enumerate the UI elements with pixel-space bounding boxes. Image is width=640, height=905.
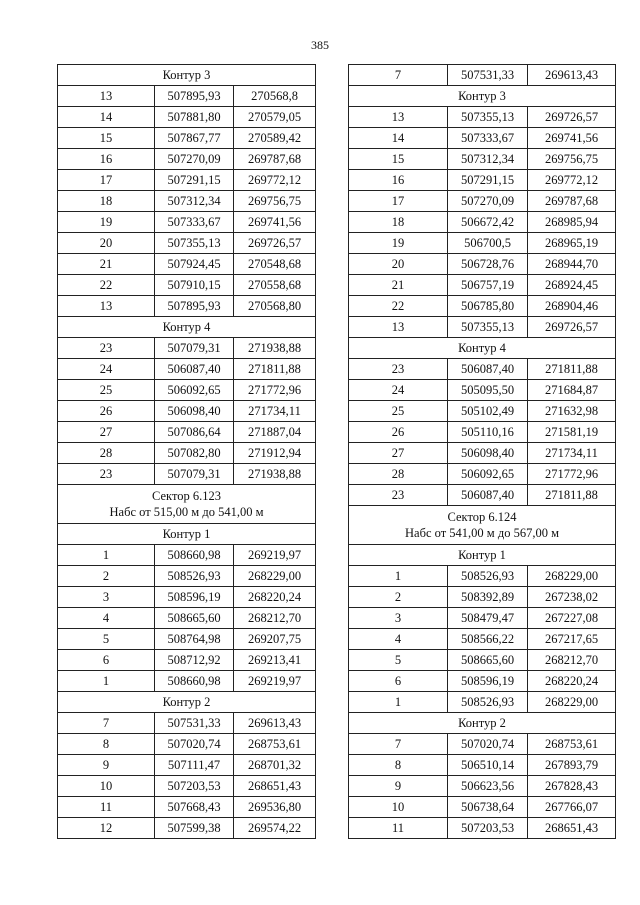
y-coordinate: 269219,97	[234, 545, 316, 566]
y-coordinate: 269787,68	[528, 191, 616, 212]
point-number: 10	[58, 776, 155, 797]
table-row	[349, 776, 616, 797]
x-coordinate: 506757,19	[448, 275, 528, 296]
table-row	[58, 671, 316, 692]
x-coordinate: 507079,31	[155, 338, 234, 359]
table-row	[349, 464, 616, 485]
sector-height-range: Набс от 515,00 м до 541,00 м	[109, 505, 264, 519]
table-row	[349, 650, 616, 671]
point-number: 21	[349, 275, 448, 296]
y-coordinate: 271811,88	[528, 359, 616, 380]
table-row	[349, 170, 616, 191]
x-coordinate: 508660,98	[155, 545, 234, 566]
point-number: 21	[58, 254, 155, 275]
x-coordinate: 507668,43	[155, 797, 234, 818]
y-coordinate: 271734,11	[234, 401, 316, 422]
contour-header-row	[58, 524, 316, 545]
y-coordinate: 270579,05	[234, 107, 316, 128]
point-number: 1	[349, 692, 448, 713]
x-coordinate: 505102,49	[448, 401, 528, 422]
y-coordinate: 268924,45	[528, 275, 616, 296]
contour-header-row	[349, 338, 616, 359]
table-row	[58, 170, 316, 191]
y-coordinate: 268229,00	[234, 566, 316, 587]
y-coordinate: 269772,12	[528, 170, 616, 191]
contour-title: Контур 4	[58, 317, 316, 338]
point-number: 7	[349, 65, 448, 86]
x-coordinate: 507881,80	[155, 107, 234, 128]
x-coordinate: 507203,53	[448, 818, 528, 839]
y-coordinate: 271938,88	[234, 338, 316, 359]
point-number: 27	[58, 422, 155, 443]
x-coordinate: 507020,74	[448, 734, 528, 755]
point-number: 24	[58, 359, 155, 380]
x-coordinate: 507895,93	[155, 296, 234, 317]
table-row	[58, 608, 316, 629]
y-coordinate: 269613,43	[234, 713, 316, 734]
point-number: 8	[58, 734, 155, 755]
table-row	[349, 818, 616, 839]
contour-header-row	[349, 86, 616, 107]
x-coordinate: 506623,56	[448, 776, 528, 797]
y-coordinate: 269213,41	[234, 650, 316, 671]
x-coordinate: 507924,45	[155, 254, 234, 275]
table-row	[349, 149, 616, 170]
y-coordinate: 268229,00	[528, 692, 616, 713]
point-number: 19	[58, 212, 155, 233]
point-number: 23	[349, 485, 448, 506]
y-coordinate: 271581,19	[528, 422, 616, 443]
y-coordinate: 268229,00	[528, 566, 616, 587]
point-number: 20	[58, 233, 155, 254]
x-coordinate: 507910,15	[155, 275, 234, 296]
table-row	[58, 107, 316, 128]
contour-title: Контур 1	[58, 524, 316, 545]
y-coordinate: 268651,43	[528, 818, 616, 839]
y-coordinate: 269613,43	[528, 65, 616, 86]
y-coordinate: 268212,70	[528, 650, 616, 671]
point-number: 3	[58, 587, 155, 608]
x-coordinate: 508526,93	[448, 692, 528, 713]
contour-title: Контур 3	[349, 86, 616, 107]
x-coordinate: 506728,76	[448, 254, 528, 275]
point-number: 13	[349, 317, 448, 338]
y-coordinate: 271632,98	[528, 401, 616, 422]
x-coordinate: 506672,42	[448, 212, 528, 233]
point-number: 13	[349, 107, 448, 128]
x-coordinate: 508764,98	[155, 629, 234, 650]
y-coordinate: 269574,22	[234, 818, 316, 839]
contour-header-row	[58, 692, 316, 713]
x-coordinate: 507291,15	[155, 170, 234, 191]
table-row	[349, 422, 616, 443]
table-row	[58, 566, 316, 587]
contour-header-row	[349, 545, 616, 566]
table-row	[349, 107, 616, 128]
x-coordinate: 507020,74	[155, 734, 234, 755]
table-row	[349, 359, 616, 380]
contour-header-row	[349, 713, 616, 734]
sector-header-row	[349, 506, 616, 545]
y-coordinate: 269741,56	[528, 128, 616, 149]
point-number: 23	[58, 464, 155, 485]
y-coordinate: 271887,04	[234, 422, 316, 443]
point-number: 17	[349, 191, 448, 212]
x-coordinate: 508566,22	[448, 629, 528, 650]
point-number: 5	[58, 629, 155, 650]
table-row	[58, 464, 316, 485]
y-coordinate: 268701,32	[234, 755, 316, 776]
y-coordinate: 269207,75	[234, 629, 316, 650]
point-number: 18	[58, 191, 155, 212]
point-number: 14	[58, 107, 155, 128]
point-number: 9	[58, 755, 155, 776]
x-coordinate: 507270,09	[155, 149, 234, 170]
table-row	[58, 797, 316, 818]
table-row	[349, 443, 616, 464]
point-number: 15	[58, 128, 155, 149]
point-number: 26	[349, 422, 448, 443]
y-coordinate: 271938,88	[234, 464, 316, 485]
point-number: 25	[58, 380, 155, 401]
contour-header-row	[58, 65, 316, 86]
y-coordinate: 268651,43	[234, 776, 316, 797]
table-row	[349, 275, 616, 296]
x-coordinate: 506087,40	[448, 485, 528, 506]
point-number: 10	[349, 797, 448, 818]
table-row	[58, 86, 316, 107]
table-row	[58, 275, 316, 296]
contour-title: Контур 2	[58, 692, 316, 713]
table-row	[58, 338, 316, 359]
x-coordinate: 508392,89	[448, 587, 528, 608]
point-number: 19	[349, 233, 448, 254]
contour-header-row	[58, 317, 316, 338]
x-coordinate: 508596,19	[448, 671, 528, 692]
x-coordinate: 507079,31	[155, 464, 234, 485]
table-row	[349, 755, 616, 776]
y-coordinate: 270568,80	[234, 296, 316, 317]
x-coordinate: 507599,38	[155, 818, 234, 839]
y-coordinate: 268753,61	[528, 734, 616, 755]
x-coordinate: 508596,19	[155, 587, 234, 608]
x-coordinate: 507333,67	[155, 212, 234, 233]
y-coordinate: 267238,02	[528, 587, 616, 608]
x-coordinate: 507086,64	[155, 422, 234, 443]
point-number: 24	[349, 380, 448, 401]
point-number: 17	[58, 170, 155, 191]
x-coordinate: 506785,80	[448, 296, 528, 317]
contour-title: Контур 2	[349, 713, 616, 734]
y-coordinate: 267893,79	[528, 755, 616, 776]
y-coordinate: 270589,42	[234, 128, 316, 149]
table-row	[58, 650, 316, 671]
y-coordinate: 269726,57	[234, 233, 316, 254]
table-row	[58, 818, 316, 839]
point-number: 4	[58, 608, 155, 629]
y-coordinate: 268212,70	[234, 608, 316, 629]
table-row	[58, 296, 316, 317]
x-coordinate: 507867,77	[155, 128, 234, 149]
x-coordinate: 507531,33	[448, 65, 528, 86]
point-number: 20	[349, 254, 448, 275]
point-number: 13	[58, 86, 155, 107]
table-row	[58, 233, 316, 254]
contour-title: Контур 3	[58, 65, 316, 86]
coordinates-table-left	[57, 64, 316, 839]
point-number: 11	[58, 797, 155, 818]
point-number: 6	[58, 650, 155, 671]
table-row	[58, 212, 316, 233]
y-coordinate: 268944,70	[528, 254, 616, 275]
x-coordinate: 506510,14	[448, 755, 528, 776]
x-coordinate: 507270,09	[448, 191, 528, 212]
x-coordinate: 507895,93	[155, 86, 234, 107]
table-row	[58, 128, 316, 149]
y-coordinate: 269726,57	[528, 107, 616, 128]
x-coordinate: 507203,53	[155, 776, 234, 797]
point-number: 14	[349, 128, 448, 149]
point-number: 5	[349, 650, 448, 671]
table-row	[58, 254, 316, 275]
y-coordinate: 271811,88	[234, 359, 316, 380]
point-number: 28	[58, 443, 155, 464]
table-row	[349, 191, 616, 212]
point-number: 4	[349, 629, 448, 650]
x-coordinate: 507355,13	[448, 317, 528, 338]
y-coordinate: 269756,75	[234, 191, 316, 212]
table-row	[58, 755, 316, 776]
y-coordinate: 270568,8	[234, 86, 316, 107]
x-coordinate: 508526,93	[155, 566, 234, 587]
table-row	[58, 191, 316, 212]
y-coordinate: 270548,68	[234, 254, 316, 275]
y-coordinate: 269756,75	[528, 149, 616, 170]
y-coordinate: 269772,12	[234, 170, 316, 191]
x-coordinate: 508712,92	[155, 650, 234, 671]
table-row	[349, 629, 616, 650]
y-coordinate: 271772,96	[528, 464, 616, 485]
x-coordinate: 506087,40	[155, 359, 234, 380]
x-coordinate: 507531,33	[155, 713, 234, 734]
table-row	[58, 587, 316, 608]
y-coordinate: 269787,68	[234, 149, 316, 170]
y-coordinate: 267828,43	[528, 776, 616, 797]
x-coordinate: 505095,50	[448, 380, 528, 401]
sector-name: Сектор 6.124	[447, 510, 517, 524]
table-row	[349, 254, 616, 275]
x-coordinate: 506738,64	[448, 797, 528, 818]
point-number: 9	[349, 776, 448, 797]
table-row	[58, 545, 316, 566]
y-coordinate: 268220,24	[528, 671, 616, 692]
table-row	[349, 233, 616, 254]
y-coordinate: 267766,07	[528, 797, 616, 818]
point-number: 26	[58, 401, 155, 422]
sector-height-range: Набс от 541,00 м до 567,00 м	[405, 526, 559, 540]
table-row	[349, 692, 616, 713]
x-coordinate: 508479,47	[448, 608, 528, 629]
point-number: 2	[58, 566, 155, 587]
x-coordinate: 506092,65	[155, 380, 234, 401]
point-number: 2	[349, 587, 448, 608]
point-number: 22	[349, 296, 448, 317]
point-number: 16	[58, 149, 155, 170]
point-number: 13	[58, 296, 155, 317]
table-row	[349, 485, 616, 506]
x-coordinate: 508665,60	[448, 650, 528, 671]
x-coordinate: 505110,16	[448, 422, 528, 443]
y-coordinate: 269741,56	[234, 212, 316, 233]
table-row	[349, 566, 616, 587]
point-number: 23	[58, 338, 155, 359]
y-coordinate: 269726,57	[528, 317, 616, 338]
table-row	[349, 608, 616, 629]
x-coordinate: 506087,40	[448, 359, 528, 380]
x-coordinate: 506098,40	[448, 443, 528, 464]
point-number: 16	[349, 170, 448, 191]
point-number: 18	[349, 212, 448, 233]
table-row	[58, 401, 316, 422]
table-row	[349, 128, 616, 149]
coordinates-table-right	[348, 64, 616, 839]
y-coordinate: 271734,11	[528, 443, 616, 464]
table-row	[58, 629, 316, 650]
table-row	[349, 296, 616, 317]
x-coordinate: 507333,67	[448, 128, 528, 149]
sector-title	[58, 485, 316, 524]
y-coordinate: 269536,80	[234, 797, 316, 818]
page-number: 385	[311, 38, 329, 52]
table-row	[58, 422, 316, 443]
x-coordinate: 508660,98	[155, 671, 234, 692]
point-number: 23	[349, 359, 448, 380]
table-row	[349, 734, 616, 755]
point-number: 22	[58, 275, 155, 296]
sector-title	[349, 506, 616, 545]
x-coordinate: 507312,34	[155, 191, 234, 212]
y-coordinate: 269219,97	[234, 671, 316, 692]
table-row	[349, 401, 616, 422]
y-coordinate: 268220,24	[234, 587, 316, 608]
table-row	[349, 317, 616, 338]
y-coordinate: 267217,65	[528, 629, 616, 650]
y-coordinate: 271912,94	[234, 443, 316, 464]
y-coordinate: 268965,19	[528, 233, 616, 254]
y-coordinate: 271684,87	[528, 380, 616, 401]
table-row	[58, 443, 316, 464]
x-coordinate: 507291,15	[448, 170, 528, 191]
table-row	[349, 587, 616, 608]
point-number: 1	[58, 545, 155, 566]
table-row	[349, 671, 616, 692]
sector-name: Сектор 6.123	[152, 489, 222, 503]
contour-title: Контур 1	[349, 545, 616, 566]
x-coordinate: 508665,60	[155, 608, 234, 629]
point-number: 27	[349, 443, 448, 464]
x-coordinate: 507111,47	[155, 755, 234, 776]
contour-title: Контур 4	[349, 338, 616, 359]
x-coordinate: 507082,80	[155, 443, 234, 464]
y-coordinate: 268904,46	[528, 296, 616, 317]
point-number: 6	[349, 671, 448, 692]
table-row	[58, 776, 316, 797]
point-number: 3	[349, 608, 448, 629]
y-coordinate: 271811,88	[528, 485, 616, 506]
x-coordinate: 507355,13	[448, 107, 528, 128]
table-row	[58, 734, 316, 755]
y-coordinate: 270558,68	[234, 275, 316, 296]
table-row	[58, 380, 316, 401]
x-coordinate: 507355,13	[155, 233, 234, 254]
point-number: 1	[349, 566, 448, 587]
table-row	[349, 65, 616, 86]
table-row	[349, 380, 616, 401]
point-number: 28	[349, 464, 448, 485]
table-row	[349, 797, 616, 818]
point-number: 7	[58, 713, 155, 734]
sector-header-row	[58, 485, 316, 524]
table-row	[349, 212, 616, 233]
y-coordinate: 268753,61	[234, 734, 316, 755]
point-number: 1	[58, 671, 155, 692]
x-coordinate: 506098,40	[155, 401, 234, 422]
point-number: 15	[349, 149, 448, 170]
table-row	[58, 359, 316, 380]
table-row	[58, 713, 316, 734]
point-number: 12	[58, 818, 155, 839]
point-number: 7	[349, 734, 448, 755]
point-number: 11	[349, 818, 448, 839]
x-coordinate: 508526,93	[448, 566, 528, 587]
table-row	[58, 149, 316, 170]
y-coordinate: 271772,96	[234, 380, 316, 401]
y-coordinate: 267227,08	[528, 608, 616, 629]
x-coordinate: 507312,34	[448, 149, 528, 170]
x-coordinate: 506700,5	[448, 233, 528, 254]
y-coordinate: 268985,94	[528, 212, 616, 233]
x-coordinate: 506092,65	[448, 464, 528, 485]
point-number: 8	[349, 755, 448, 776]
point-number: 25	[349, 401, 448, 422]
